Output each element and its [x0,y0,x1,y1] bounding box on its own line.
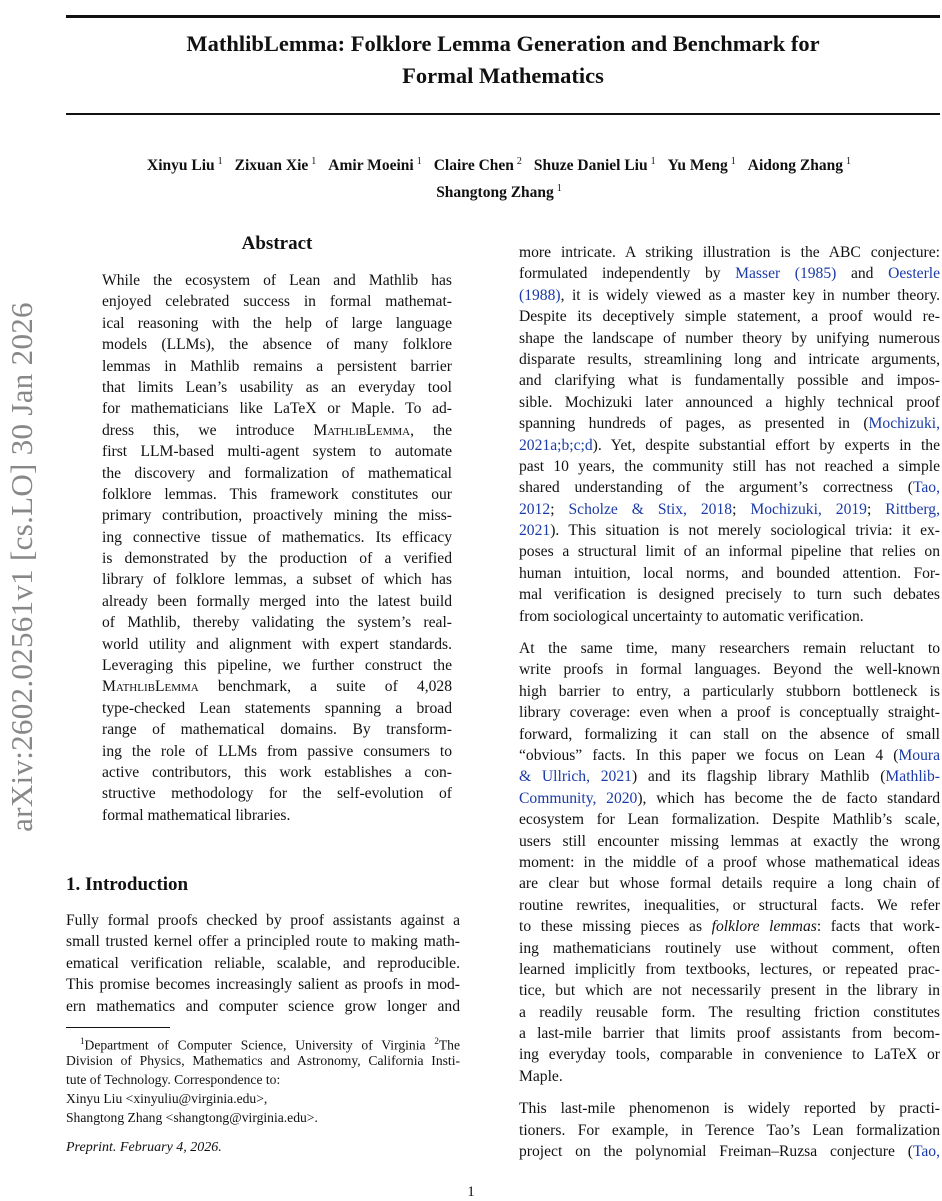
text-line: first LLM-based multi-agent system to automate [102,443,452,461]
text-line: shape the landscape of number theory by unifying numerous [519,329,940,347]
text-line: Fully formal proofs checked by proof assistants against a [66,912,460,929]
text-line: Division of Physics, Mathematics and Astronomy, California Insti- [66,1053,460,1068]
text-line: past 10 years, the community still has not reached a simple [519,457,940,475]
paper-title [66,28,940,92]
citation-link[interactable]: 2021 [519,522,551,540]
author-name: Amir Moeini [328,157,414,175]
author-affiliation-mark: 1 [311,156,317,167]
text-line: tice, but which are not necessarily present in the library in [519,982,940,1000]
text-run: dress this, we introduce [102,421,314,439]
text-line: are clear but whose formal details require a long chain of [519,875,940,893]
system-name: MathlibLemma [102,678,199,696]
citation-link[interactable]: Mochizuki, 2019 [750,500,867,518]
author-affiliation-mark: 1 [416,156,422,167]
text-line: library of folklore lemmas, a subset of which has [102,571,452,589]
text-run: project on the polynomial Freiman–Ruzsa conjecture ( [519,1143,913,1161]
title-line: Formal Mathematics [402,63,604,88]
text-line: ecosystem for Lean formalization. Despite Mathlib’s scale, [519,811,940,829]
text-line: sible. Mochizuki later announced a highly technical proof [519,393,940,411]
text-line [102,398,452,419]
citation-link[interactable]: 2021a;b;c;d [519,436,593,454]
text-line: more intricate. A striking illustration is the ABC conjecture: [519,244,940,261]
text-line: human intuition, local norms, and bounded attention. For- [519,564,940,582]
citation-link[interactable]: Mathlib- [885,768,940,786]
text-run: “obvious” facts. In this paper we focus on Lean 4 ( [519,746,899,764]
preprint-notice: Preprint. February 4, 2026. [66,1140,222,1155]
paragraph [519,1098,940,1162]
text-run: or [917,1046,941,1064]
text-line: ing connective tissue of mathematics. Its efficacy [102,528,452,546]
footnote [66,1032,460,1127]
text-line [66,1032,460,1051]
text-run: ), which has become the de facto standard [637,789,940,807]
text-line: ical reasoning with the help of large language [102,314,452,332]
text-line: high barrier to entry, a particularly stubborn bottleneck is [519,682,940,700]
citation-link[interactable]: Community, 2020 [519,789,638,807]
text-line [519,745,940,766]
text-line: This promise becomes increasingly salient as proofs in mod- [66,976,460,994]
text-line: ing mathematicians routinely use without comment, often [519,939,940,957]
introduction-left-column [66,910,460,1028]
citation-link[interactable]: Moura [898,746,940,764]
text-run: or Maple. To ad- [316,400,452,418]
citation-link[interactable]: Mochizuki, [868,415,940,433]
text-line: moment: in the middle of a proof whose mathematical ideas [519,853,940,871]
section-heading-introduction: 1. Introduction [66,874,189,895]
text-run: : facts that work- [816,918,940,936]
citation-link[interactable]: Masser (1985) [735,265,837,283]
author-affiliation-mark: 2 [516,156,522,167]
paragraph [66,910,460,1017]
text-line: of Mathlib, thereby validating the system’s real- [102,614,452,632]
citation-link[interactable]: Scholze & Stix, 2018 [568,500,733,518]
citation-link[interactable]: Oesterle [888,265,941,283]
text-line: small trusted kernel offer a principled route to making math- [66,933,460,951]
text-line: a readily reusable form. The resulting friction constitutes [519,1003,940,1021]
text-line [519,435,940,456]
text-line: type-checked Lean statements spanning a broad [102,699,452,717]
text-line: ern mathematics and computer science grow longer and [66,997,460,1015]
latex-logo: LaTeX [273,400,317,418]
author-affiliation-mark: 1 [217,156,223,167]
text-line: users still encounter missing lemmas at exactly the wrong [519,832,940,850]
author-name: Yu Meng [667,157,728,175]
text-line [519,766,940,787]
latex-logo: LaTeX [874,1046,918,1064]
author-name: Shangtong Zhang [436,184,554,202]
text-run: , it is widely viewed as a master key in number theory. [560,286,940,304]
author-list [90,150,920,204]
citation-link[interactable]: Tao, [912,1143,940,1161]
text-line [519,413,940,434]
text-run: ). Yet, despite substantial effort by experts in the [592,436,940,454]
right-column-body [519,242,940,1173]
text-line [519,788,940,809]
text-run: for mathematicians like [102,400,274,418]
text-line: mal verification is designed precisely to turn such debates [519,586,940,604]
text-line: ing the role of LLMs from passive consumers to [102,742,452,760]
author-affiliation-mark: 1 [730,156,736,167]
text-line: At the same time, many researchers remain reluctant to [519,640,940,658]
author-affiliation-mark: 1 [556,183,562,195]
text-run: and [836,265,889,283]
text-run: Department of Computer Science, University of Virginia [84,1037,435,1053]
text-line [519,285,940,306]
text-line [519,916,940,937]
text-run: benchmark, a suite of 4,028 [198,678,452,696]
text-line: Shangtong Zhang <shangtong@virginia.edu>. [66,1110,318,1125]
author-name: Claire Chen [433,157,514,175]
author-name: Xinyu Liu [147,157,215,175]
page-number: 1 [467,1184,475,1200]
text-line: routine rewrites, inequalities, or structural facts. We refer [519,896,940,914]
abstract-heading: Abstract [241,233,313,254]
text-line: tioners. For example, in Terence Tao’s Lean formalization [519,1121,940,1139]
text-run: spanning hundreds of pages, as presented in ( [519,415,869,433]
text-run: ; [732,500,751,518]
text-line [519,499,940,520]
title-rule [66,113,940,115]
author-name: Zixuan Xie [234,157,309,175]
paragraph [519,242,940,627]
author-name: Aidong Zhang [747,157,843,175]
text-run: The [438,1037,460,1053]
text-line: is demonstrated by the production of a verified [102,550,452,568]
text-line [519,263,940,284]
text-run: ing everyday tools, comparable in convenience to [519,1046,875,1064]
text-line [519,1141,940,1162]
text-line: ematical verification reliable, scalable, and reproducible. [66,954,460,972]
text-line [519,520,940,541]
arxiv-stamp: arXiv:2602.02561v1 [cs.LO] 30 Jan 2026 [4,302,39,832]
citation-link[interactable]: (1988) [519,286,561,304]
footnote-mark: 2 [434,1036,439,1046]
text-run: formulated independently by [519,265,736,283]
text-line: active contributors, this work establishes a con- [102,763,452,781]
text-line: library coverage: even when a proof is conceptually straight- [519,704,940,722]
text-line: enjoyed celebrated success in formal mathemat- [102,293,452,311]
emphasis-text: folklore lemmas [711,918,817,936]
text-line: Xinyu Liu <xinyuliu@virginia.edu>, [66,1091,268,1106]
text-line: from sociological uncertainty to automatic verification. [519,607,864,625]
text-line: forward, formalizing it can stall on the absence of small [519,725,940,743]
text-line: that limits Lean’s usability as an everyday tool [102,378,452,396]
paragraph [102,270,452,826]
text-line: Despite its deceptively simple statement, a proof would re- [519,308,940,326]
text-line: learned implicitly from textbooks, lectures, or repeated prac- [519,960,940,978]
text-line: structive methodology for the self-evolution of [102,785,452,803]
text-line: a last-mile barrier that limits proof assistants from becom- [519,1025,940,1043]
text-line: disparate results, streamlining long and intricate arguments, [519,350,940,368]
abstract-body [102,270,452,837]
title-line: MathlibLemma: Folklore Lemma Generation and Benchmark for [186,31,820,56]
text-line: lemmas in Mathlib remains a persistent barrier [102,357,452,375]
citation-link[interactable]: Rittberg, [885,500,941,518]
text-line: the discovery and formalization of mathematical [102,464,452,482]
citation-link[interactable]: Tao, [912,479,940,497]
text-run: ) and its flagship library Mathlib ( [631,768,886,786]
text-run: , the [410,421,452,439]
author-name: Shuze Daniel Liu [533,157,648,175]
text-line: While the ecosystem of Lean and Mathlib has [102,272,452,289]
paragraph [519,638,940,1087]
system-name: MathlibLemma [313,421,411,439]
text-run: to these missing pieces as [519,918,712,936]
text-line: range of mathematical domains. By transform- [102,721,452,739]
citation-link[interactable]: 2012 [519,500,551,518]
text-line [519,477,940,498]
text-line [102,420,452,441]
text-run: ; [866,500,886,518]
text-line [102,676,452,697]
footnote-rule [66,1027,170,1028]
top-rule [66,15,940,18]
author-affiliation-mark: 1 [650,156,656,167]
text-line: poses a structural limit of an informal pipeline that relies on [519,543,940,561]
text-line: folklore lemmas. This framework constitutes our [102,485,452,503]
text-line: formal mathematical libraries. [102,806,291,824]
text-run: shared understanding of the argument’s correctness ( [519,479,913,497]
text-line: write proofs in formal languages. Beyond the well-known [519,661,940,679]
text-line: primary contribution, proactively mining the miss- [102,507,452,525]
footnote-mark: 1 [80,1036,85,1046]
text-line: Leveraging this pipeline, we further construct the [102,657,452,675]
text-line [519,1044,940,1065]
text-line: already been formally merged into the latest build [102,592,452,610]
text-line: tute of Technology. Correspondence to: [66,1072,281,1087]
text-line: world utility and alignment with expert standards. [102,635,452,653]
text-line: models (LLMs), the absence of many folklore [102,336,452,354]
text-run: ; [550,500,569,518]
text-line: This last-mile phenomenon is widely reported by practi- [519,1100,940,1118]
text-line: and clarifying what is fundamentally possible and impos- [519,372,940,390]
citation-link[interactable]: & Ullrich, 2021 [519,768,632,786]
text-run: ). This situation is not merely sociological trivia: it ex- [550,522,940,540]
author-affiliation-mark: 1 [845,156,851,167]
text-line: Maple. [519,1067,563,1085]
